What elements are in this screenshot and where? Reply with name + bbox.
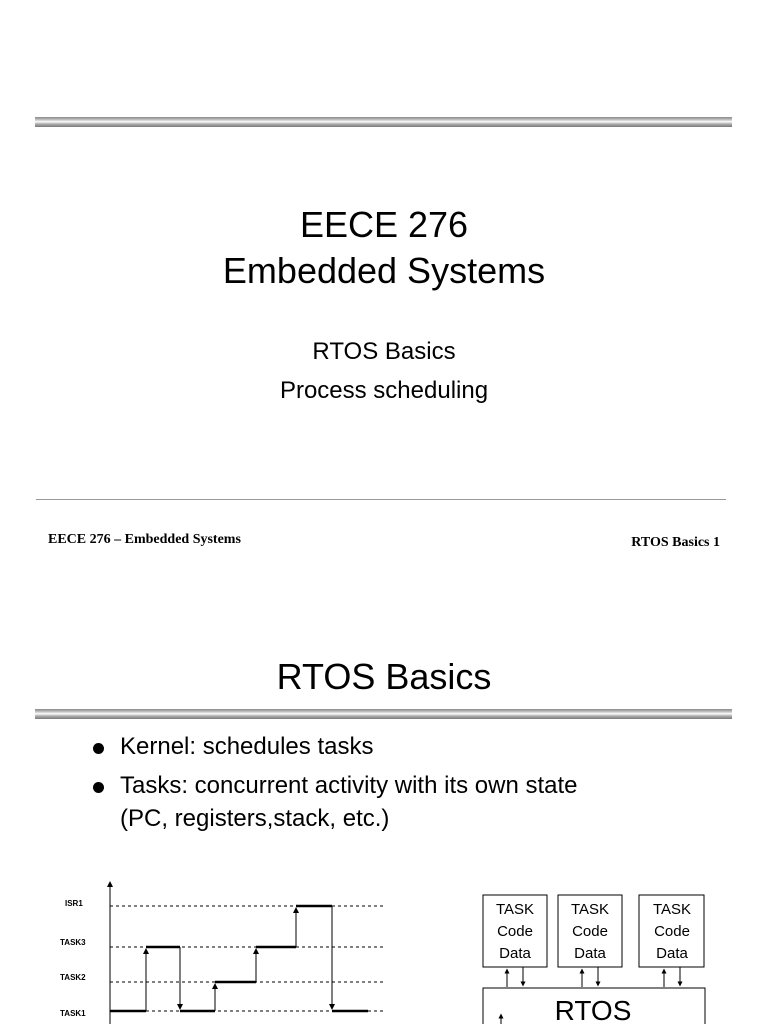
context-switches: [146, 906, 332, 1011]
svg-text:Data: Data: [656, 945, 688, 962]
execution-trace: [110, 906, 368, 1011]
svg-text:TASK: TASK: [652, 901, 692, 918]
bullet-text: Kernel: schedules tasks: [120, 733, 374, 760]
svg-text:Code: Code: [497, 923, 533, 940]
task-box: [639, 895, 704, 967]
task-box: [558, 895, 622, 967]
slide1-subtitle1: RTOS Basics: [312, 338, 456, 365]
rtos-kernel-label: RTOS: [554, 995, 632, 1024]
bullet-dot: [93, 743, 104, 754]
bullet-text: Tasks: concurrent activity with its own state: [120, 772, 578, 799]
svg-text:TASK: TASK: [495, 901, 535, 918]
svg-text:Data: Data: [499, 945, 531, 962]
svg-text:Data: Data: [574, 945, 606, 962]
task-box: [483, 895, 547, 967]
slide2-divider: [35, 709, 732, 719]
top-divider: [35, 117, 732, 127]
slide1-title-line1: EECE 276: [299, 204, 469, 245]
slide2-title: RTOS Basics: [276, 656, 492, 697]
level-label-task2: TASK2: [60, 973, 86, 982]
slide1-footer-divider: [36, 499, 726, 500]
rtos-block-diagram: [475, 890, 715, 1024]
level-label-task3: TASK3: [60, 938, 86, 947]
level-label-task1: TASK1: [60, 1009, 86, 1018]
slide1-title-line2: Embedded Systems: [222, 250, 546, 291]
svg-text:Code: Code: [572, 923, 608, 940]
bullet-text-continuation: (PC, registers,stack, etc.): [120, 805, 390, 832]
bullet-dot: [93, 782, 104, 793]
level-label-isr1: ISR1: [65, 899, 83, 908]
task-kernel-arrows: [507, 967, 680, 987]
task-timing-diagram: [50, 878, 400, 1024]
svg-text:TASK: TASK: [570, 901, 610, 918]
svg-text:Code: Code: [654, 923, 690, 940]
slide1-footer-left: EECE 276 – Embedded Systems: [48, 532, 241, 547]
slide1-subtitle2: Process scheduling: [279, 377, 489, 404]
slide1-footer-right: RTOS Basics 1: [631, 535, 720, 550]
